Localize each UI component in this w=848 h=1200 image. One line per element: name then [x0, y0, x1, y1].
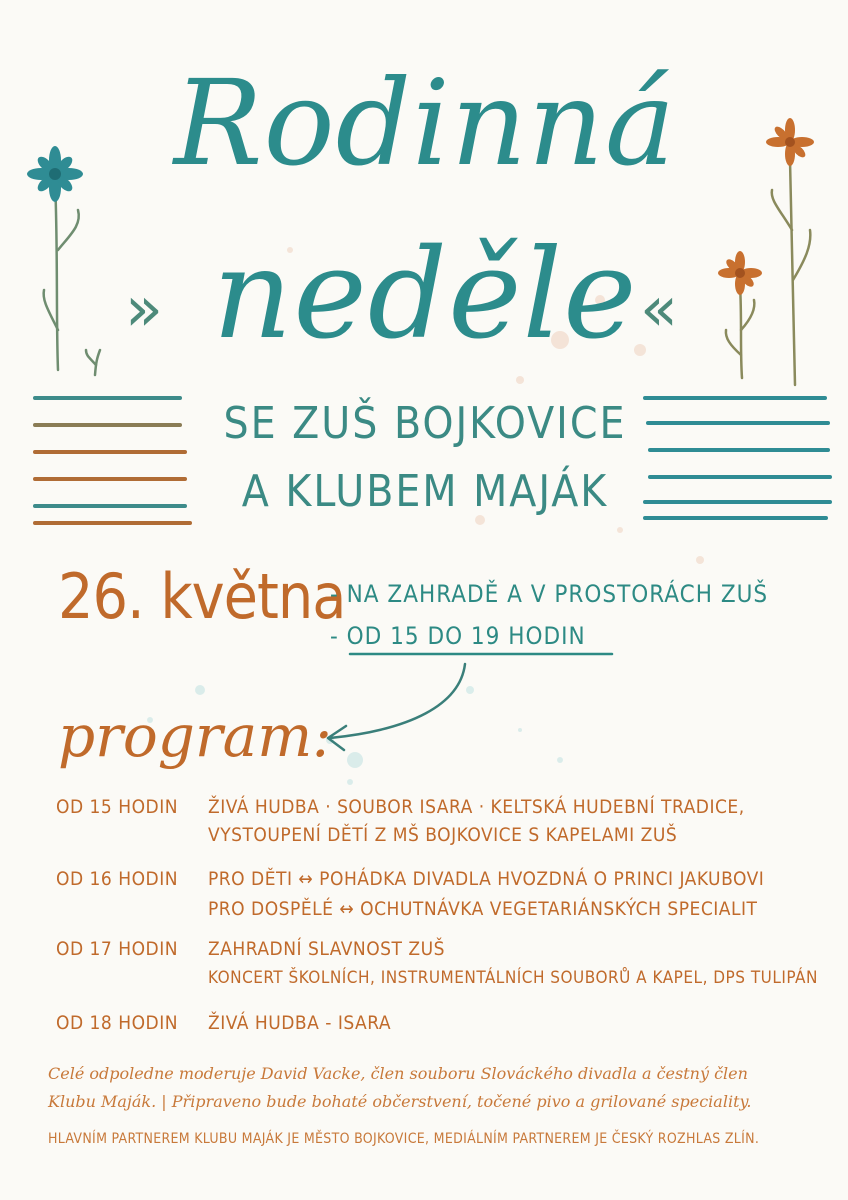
- event-venue: - NA ZAHRADĚ A V PROSTORÁCH ZUŠ: [330, 580, 769, 608]
- footer-partners: HLAVNÍM PARTNEREM KLUBU MAJÁK JE MĚSTO BOJKOVICE, MEDIÁLNÍM PARTNEREM JE ČESKÝ ROZHLAS ZLÍN.: [48, 1131, 760, 1147]
- title-line-1: Rodinná: [173, 54, 677, 192]
- program-time: OD 16 HODIN: [56, 868, 179, 890]
- program-time: OD 15 HODIN: [56, 796, 179, 818]
- program-item-line: PRO DĚTI ↔ POHÁDKA DIVADLA HVOZDNÁ O PRINCI JAKUBOVI: [208, 868, 765, 890]
- footer-note-line-1: Celé odpoledne moderuje David Vacke, člen souboru Slováckého divadla a čestný člen: [48, 1064, 748, 1083]
- program-time: OD 18 HODIN: [56, 1012, 179, 1034]
- program-heading: program:: [58, 702, 332, 770]
- title-line-2: neděle: [212, 223, 638, 367]
- footer-note-line-2: Klubu Maják. | Připraveno bude bohaté občerstvení, točené pivo a grilované speciality.: [48, 1092, 752, 1111]
- program-item-line: PRO DOSPĚLÉ ↔ OCHUTNÁVKA VEGETARIÁNSKÝCH SPECIALIT: [208, 898, 758, 920]
- event-hours: - OD 15 DO 19 HODIN: [330, 622, 586, 650]
- program-item-line: ŽIVÁ HUDBA - ISARA: [208, 1012, 392, 1034]
- program-item-line: ŽIVÁ HUDBA · SOUBOR ISARA · KELTSKÁ HUDEBNÍ TRADICE,: [208, 796, 745, 818]
- subtitle-line-1: SE ZUŠ BOJKOVICE: [223, 398, 627, 449]
- program-item-line: ZAHRADNÍ SLAVNOST ZUŠ: [208, 938, 445, 960]
- arrow-down-left-icon: [300, 650, 630, 760]
- program-item-line: VYSTOUPENÍ DĚTÍ Z MŠ BOJKOVICE S KAPELAMI ZUŠ: [208, 824, 678, 846]
- chevron-left-icon: «: [640, 272, 678, 345]
- chevron-right-icon: »: [125, 272, 163, 345]
- event-date: 26. května: [58, 560, 346, 633]
- program-time: OD 17 HODIN: [56, 938, 179, 960]
- program-item-line: KONCERT ŠKOLNÍCH, INSTRUMENTÁLNÍCH SOUBORŮ A KAPEL, DPS TULIPÁN: [208, 968, 818, 988]
- subtitle-line-2: A KLUBEM MAJÁK: [241, 466, 609, 517]
